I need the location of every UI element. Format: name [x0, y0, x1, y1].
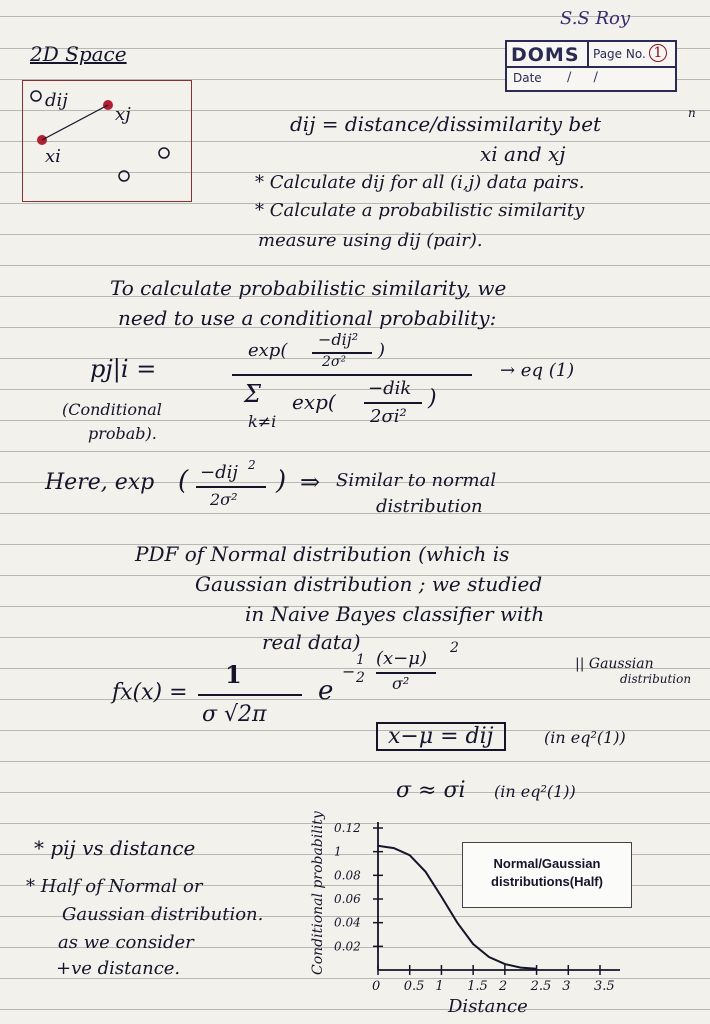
eq1-lhs: pj|i =	[90, 355, 157, 383]
here-arrow: ⇒	[300, 468, 321, 496]
here-bot: 2σ²	[210, 490, 238, 509]
header-divider	[587, 42, 589, 66]
x-tick-label: 3.5	[594, 979, 615, 994]
eq1-den-sum: Σ	[244, 380, 261, 408]
pdf-exp-sq: 2	[450, 640, 459, 656]
pdf-fraction-bar	[198, 694, 302, 696]
page-no-label: Page No.	[593, 47, 646, 61]
eq1-den-sub: k≠i	[248, 412, 277, 431]
note-half-normal: * Half of Normal or	[26, 876, 203, 897]
date-label: Date	[513, 71, 542, 85]
pdf-line4: real data)	[262, 630, 361, 654]
note-pij-vs-distance: * pij vs distance	[34, 836, 196, 860]
date-value: / /	[567, 70, 598, 85]
here-prefix: Here, exp	[45, 470, 155, 495]
here-text-2: distribution	[376, 496, 483, 517]
page-header-box	[505, 40, 677, 92]
eq1-num-close: )	[378, 340, 386, 361]
pdf-exp-minus: −	[342, 662, 356, 681]
eq1-den-bot: 2σi²	[370, 406, 407, 427]
pdf-line2: Gaussian distribution ; we studied	[195, 572, 543, 596]
x-tick-label: 0.5	[403, 979, 425, 994]
eq1-num-bot: 2σ²	[322, 354, 347, 370]
pdf-exp-top: (x−μ)	[376, 648, 427, 669]
brand-logo: DOMS	[511, 44, 580, 66]
para-line2: need to use a conditional probability:	[118, 306, 497, 330]
x-tick-label: 3	[562, 979, 571, 994]
pdf-den: σ √2π	[202, 702, 267, 727]
gauss-note-2: distribution	[620, 672, 692, 686]
note-as-we-consider: as we consider	[58, 932, 194, 953]
sigma-note: (in eq²(1))	[494, 782, 576, 801]
eq1-side-note-1: (Conditional	[62, 400, 162, 419]
label-xj: xj	[115, 104, 131, 125]
x-axis-label: Distance	[448, 996, 528, 1017]
eq1-num-top: −dij²	[318, 330, 359, 349]
bullet-prob-line1: * Calculate a probabilistic similarity	[255, 200, 585, 221]
pdf-exp-half-top: 1	[356, 652, 365, 668]
eq1-side-note-2: probab).	[88, 424, 157, 443]
note-positive-distance: +ve distance.	[56, 958, 181, 979]
y-tick-label: 0.08	[334, 868, 361, 883]
here-fraction-bar	[196, 486, 266, 488]
note-gaussian: Gaussian distribution.	[62, 904, 264, 925]
chart-legend: Normal/Gaussian distributions(Half)	[462, 842, 632, 908]
eq1-label: → eq (1)	[500, 360, 575, 381]
label-xi: xi	[45, 146, 61, 167]
y-tick-label: 0.12	[334, 821, 361, 835]
bullet-prob-line2: measure using dij (pair).	[258, 230, 483, 251]
y-tick-label: 0.04	[334, 915, 361, 930]
pdf-line3: in Naive Bayes classifier with	[245, 602, 545, 626]
y-axis-label: Conditional probability	[310, 811, 326, 975]
y-tick-label: 0.06	[334, 892, 361, 906]
bullet-calc-dij: * Calculate dij for all (i,j) data pairs.	[255, 172, 585, 193]
boxed-x-mu-dij: x−μ = dij	[376, 722, 506, 751]
sigma-line: σ ≈ σi	[396, 778, 466, 803]
eq1-den-inner-bar	[364, 402, 422, 404]
pdf-exp-half-bot: 2	[356, 670, 365, 686]
boxed-note: (in eq²(1))	[544, 728, 626, 747]
pdf-exp-bot: σ²	[392, 674, 410, 693]
pdf-e: e	[318, 676, 334, 706]
x-tick-label: 0	[372, 979, 381, 994]
eq1-den-exp: exp(	[292, 390, 336, 414]
x-tick-label: 2	[498, 979, 508, 994]
page-number: 1	[649, 44, 667, 62]
pdf-line1: PDF of Normal distribution (which is	[135, 542, 510, 566]
here-top-sup: 2	[248, 458, 256, 472]
point-circle	[159, 148, 169, 158]
definition-line2: xi and xj	[480, 142, 566, 166]
here-top: −dij	[200, 462, 238, 483]
pdf-fx: fx(x) =	[112, 680, 188, 705]
gauss-note-1: || Gaussian	[575, 656, 654, 672]
eq1-fraction-bar	[232, 374, 472, 376]
diagram-title: 2D Space	[30, 42, 127, 66]
author-signature: S.S Roy	[560, 8, 631, 29]
eq1-den-top: −dik	[368, 378, 412, 399]
y-tick-label: 1	[334, 844, 342, 859]
eq1-den-close: )	[428, 386, 437, 411]
definition-line1: dij = distance/dissimilarity bet	[290, 112, 602, 136]
definition-sup: n	[688, 106, 696, 120]
here-close: )	[276, 466, 287, 496]
x-tick-label: 1	[435, 979, 444, 994]
here-text-1: Similar to normal	[336, 470, 497, 491]
y-tick-label: 0.02	[334, 939, 361, 954]
para-line1: To calculate probabilistic similarity, we	[110, 276, 507, 300]
pdf-one: 1	[225, 660, 242, 689]
label-dij: dij	[45, 90, 68, 111]
x-tick-label: 1.5	[467, 979, 488, 994]
point-circle	[31, 91, 41, 101]
point-circle	[119, 171, 129, 181]
here-open: (	[178, 466, 189, 496]
header-rule	[507, 66, 675, 68]
eq1-num-exp: exp(	[248, 340, 288, 361]
x-tick-label: 2.5	[530, 979, 552, 994]
